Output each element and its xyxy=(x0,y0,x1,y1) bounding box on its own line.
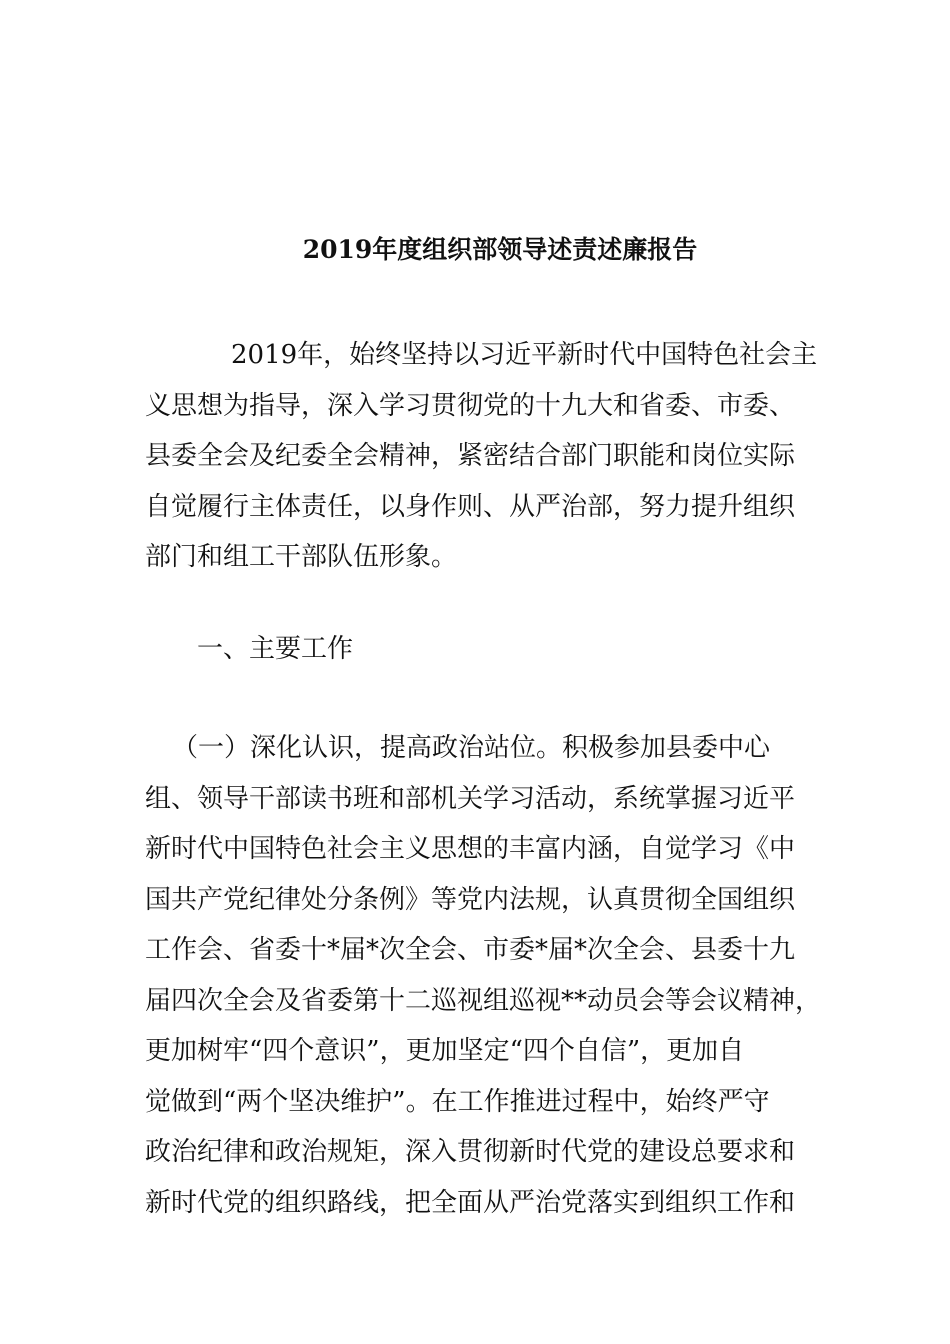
document-title: 2019年度组织部领导述责述廉报告 xyxy=(302,235,698,264)
paragraph-line: 义思想为指导，深入学习贯彻党的十九大和省委、市委、 xyxy=(145,390,796,421)
paragraph-line: 更加树牢“四个意识”，更加坚定“四个自信”，更加自 xyxy=(145,1036,745,1066)
paragraph-line: 县委全会及纪委全会精神，紧密结合部门职能和岗位实际 xyxy=(145,441,796,471)
section-heading xyxy=(145,624,353,675)
paragraph-line: 新时代中国特色社会主义思想的丰富内涵，自觉学习《中 xyxy=(145,834,796,864)
paragraph-line: 新时代党的组织路线，把全面从严治党落实到组织工作和 xyxy=(145,1187,796,1218)
paragraph-line: 部门和组工干部队伍形象。 xyxy=(145,542,458,572)
paragraph-line: 2019年，始终坚持以习近平新时代中国特色社会主 xyxy=(231,340,818,370)
section-heading-text: 一、主要工作 xyxy=(197,634,354,664)
paragraph-line: 觉做到“两个坚决维护”。在工作推进过程中，始终严守 xyxy=(145,1086,770,1117)
intro-paragraph xyxy=(145,330,817,583)
paragraph-line: 组、领导干部读书班和部机关学习活动，系统掌握习近平 xyxy=(145,783,796,814)
paragraph-line: 政治纪律和政治规矩，深入贯彻新时代党的建设总要求和 xyxy=(145,1137,796,1167)
paragraph-line: 届四次全会及省委第十二巡视组巡视**动员会等会议精神， xyxy=(145,985,822,1016)
paragraph-line: （一）深化认识，提高政治站位。积极参加县委中心 xyxy=(172,733,771,763)
subsection-paragraph xyxy=(145,723,821,1228)
paragraph-line: 国共产党纪律处分条例》等党内法规，认真贯彻全国组织 xyxy=(145,884,796,915)
paragraph-line: 自觉履行主体责任，以身作则、从严治部，努力提升组织 xyxy=(145,491,796,522)
paragraph-line: 工作会、省委十*届*次全会、市委*届*次全会、县委十九 xyxy=(145,935,796,965)
